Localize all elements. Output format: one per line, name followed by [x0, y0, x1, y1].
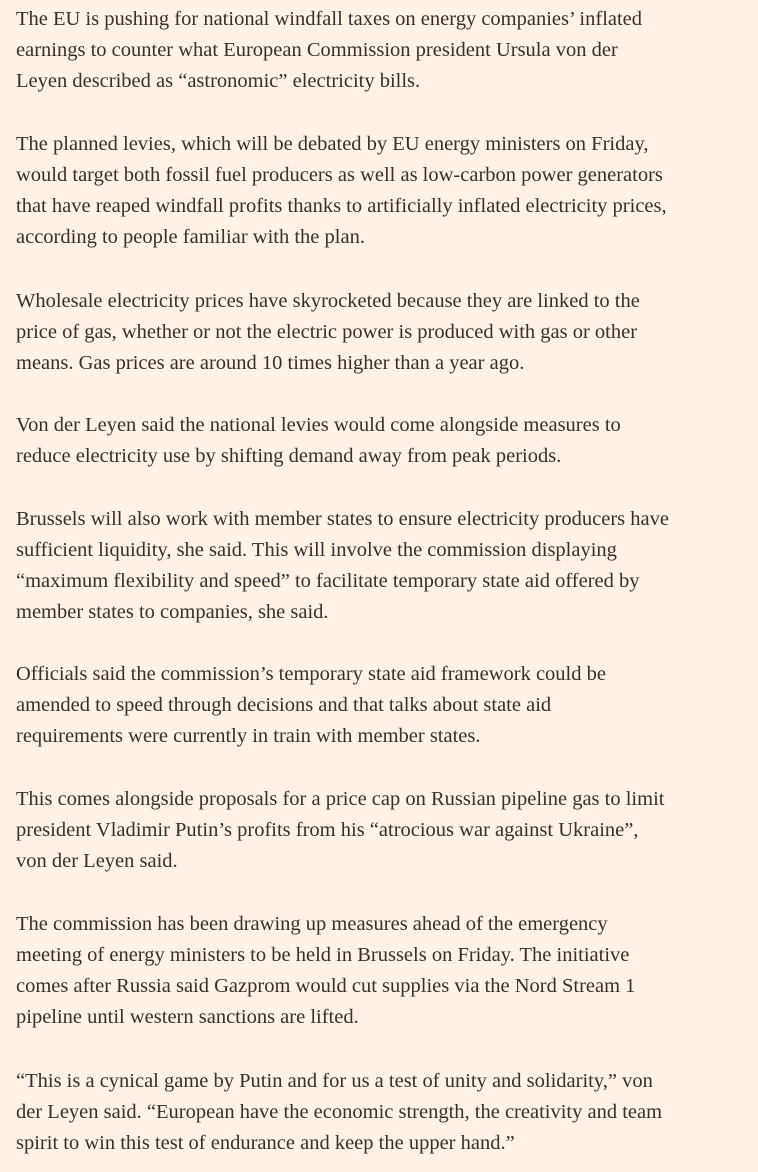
- paragraph-line: that have reaped windfall profits thanks to artificially inflated electricity prices,: [16, 195, 667, 217]
- article-paragraph: [16, 504, 752, 628]
- paragraph-line: sufficient liquidity, she said. This will involve the commission displaying: [16, 539, 617, 561]
- paragraph-line: comes after Russia said Gazprom would cut supplies via the Nord Stream 1: [16, 975, 636, 997]
- article-paragraph: [16, 909, 752, 1033]
- paragraph-line: This comes alongside proposals for a price cap on Russian pipeline gas to limit: [16, 788, 665, 810]
- paragraph-line: Von der Leyen said the national levies would come alongside measures to: [16, 414, 621, 436]
- paragraph-line: The planned levies, which will be debated by EU energy ministers on Friday,: [16, 133, 649, 155]
- paragraph-line: Brussels will also work with member states to ensure electricity producers have: [16, 508, 669, 530]
- article-paragraph: [16, 410, 752, 472]
- paragraph-line: would target both fossil fuel producers as well as low-carbon power generators: [16, 164, 663, 186]
- article-paragraph: [16, 1066, 752, 1159]
- paragraph-line: meeting of energy ministers to be held in Brussels on Friday. The initiative: [16, 944, 630, 966]
- paragraph-line: Leyen described as “astronomic” electricity bills.: [16, 70, 421, 92]
- article-paragraph: [16, 659, 752, 752]
- paragraph-line: The EU is pushing for national windfall taxes on energy companies’ inflated: [16, 8, 643, 30]
- article-paragraph: [16, 286, 752, 379]
- paragraph-line: reduce electricity use by shifting demand away from peak periods.: [16, 445, 562, 467]
- paragraph-line: price of gas, whether or not the electric power is produced with gas or other: [16, 321, 638, 343]
- paragraph-line: means. Gas prices are around 10 times higher than a year ago.: [16, 352, 525, 374]
- paragraph-line: “maximum flexibility and speed” to facilitate temporary state aid offered by: [16, 570, 640, 592]
- article-paragraph: [16, 129, 752, 253]
- paragraph-line: The commission has been drawing up measures ahead of the emergency: [16, 913, 608, 935]
- article-paragraph: [16, 784, 752, 877]
- paragraph-line: von der Leyen said.: [16, 850, 178, 872]
- paragraph-line: spirit to win this test of endurance and keep the upper hand.”: [16, 1132, 515, 1154]
- paragraph-line: “This is a cynical game by Putin and for us a test of unity and solidarity,” von: [16, 1070, 653, 1092]
- article-paragraph: [16, 4, 752, 97]
- paragraph-line: Wholesale electricity prices have skyrocketed because they are linked to the: [16, 290, 640, 312]
- paragraph-line: Officials said the commission’s temporary state aid framework could be: [16, 663, 606, 685]
- paragraph-line: der Leyen said. “European have the economic strength, the creativity and team: [16, 1101, 663, 1123]
- paragraph-line: pipeline until western sanctions are lifted.: [16, 1006, 359, 1028]
- paragraph-line: amended to speed through decisions and that talks about state aid: [16, 694, 552, 716]
- paragraph-line: earnings to counter what European Commission president Ursula von der: [16, 39, 618, 61]
- paragraph-line: according to people familiar with the plan.: [16, 226, 365, 248]
- paragraph-line: member states to companies, she said.: [16, 601, 329, 623]
- paragraph-line: requirements were currently in train with member states.: [16, 725, 481, 747]
- paragraph-line: president Vladimir Putin’s profits from his “atrocious war against Ukraine”,: [16, 819, 639, 841]
